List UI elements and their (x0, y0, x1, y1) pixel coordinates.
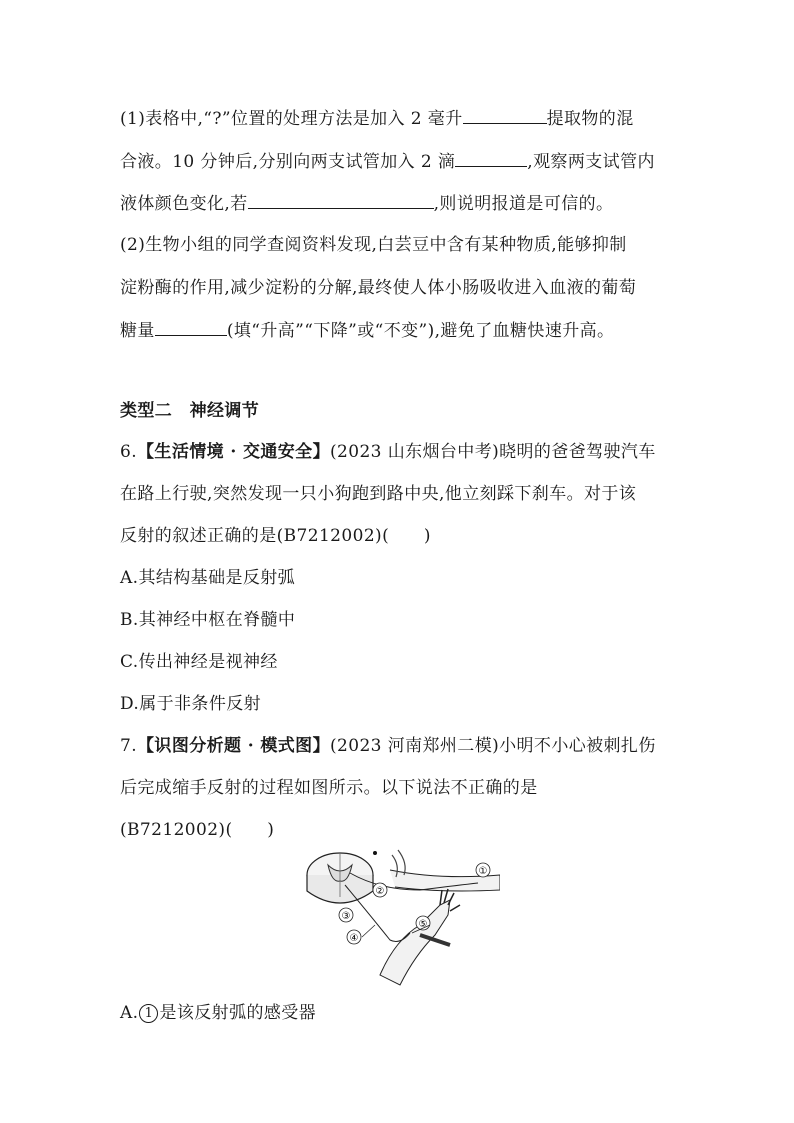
q6-number: 6. (120, 442, 138, 462)
q5-blank-2[interactable] (455, 150, 527, 167)
q7-option-a-prefix: A. (120, 1003, 139, 1023)
q5-line-1 (120, 107, 634, 130)
q6-line1-text: (2023 山东烟台中考)晓明的爸爸驾驶汽车 (330, 442, 656, 462)
q5-line6-text-b: (填“升高”“下降”或“不变”),避免了血糖快速升高。 (226, 321, 615, 341)
q5-line1-text: (1)表格中,“?”位置的处理方法是加入 2 毫升 (120, 109, 463, 129)
label-2: ② (375, 886, 385, 897)
label-1: ① (478, 866, 488, 877)
q6-line-2: 在路上行驶,突然发现一只小狗跑到路中央,他立刻踩下刹车。对于该 (120, 484, 637, 504)
q5-line-5: 淀粉酶的作用,减少淀粉的分解,最终使人体小肠吸收进入血液的葡萄 (120, 278, 637, 298)
q6-line-1 (120, 441, 656, 463)
label-3: ③ (341, 911, 351, 922)
q5-line1-text-b: 提取物的混 (546, 109, 634, 129)
q6-option-b[interactable]: B.其神经中枢在脊髓中 (120, 610, 296, 630)
spinal-cord-icon (307, 853, 373, 903)
q7-option-a-text: 是该反射弧的感受器 (159, 1003, 317, 1023)
reflex-arc-figure (300, 845, 500, 995)
q7-tag: 【识图分析题 · 模式图】 (137, 736, 330, 756)
q7-line-2: 后完成缩手反射的过程如图所示。以下说法不正确的是 (120, 778, 538, 798)
label-4: ④ (349, 933, 359, 944)
q7-line-1 (120, 735, 656, 757)
q6-line-3: 反射的叙述正确的是(B7212002)( ) (120, 526, 431, 546)
q5-line3-text-b: ,则说明报道是可信的。 (433, 194, 614, 214)
q5-line-3 (120, 192, 613, 215)
q5-line-4: (2)生物小组的同学查阅资料发现,白芸豆中含有某种物质,能够抑制 (120, 235, 627, 255)
q5-line3-text: 液体颜色变化,若 (120, 194, 248, 214)
q6-tag: 【生活情境 · 交通安全】 (137, 442, 330, 462)
q7-line1-text: (2023 河南郑州二模)小明不小心被刺扎伤 (330, 736, 656, 756)
q7-line-3: (B7212002)( ) (120, 820, 275, 840)
q5-blank-4[interactable] (155, 319, 227, 336)
q5-line6-text: 糖量 (120, 321, 155, 341)
circled-number-1: 1 (139, 1004, 158, 1023)
q6-option-a[interactable]: A.其结构基础是反射弧 (120, 568, 296, 588)
q5-line2-text: 合液。10 分钟后,分别向两支试管加入 2 滴 (120, 152, 456, 172)
section-title: 类型二 神经调节 (120, 401, 260, 421)
q6-option-c[interactable]: C.传出神经是视神经 (120, 652, 278, 672)
q5-blank-3[interactable] (248, 192, 434, 209)
q5-line-6 (120, 319, 614, 342)
q5-blank-1[interactable] (463, 107, 547, 124)
q6-option-d[interactable]: D.属于非条件反射 (120, 694, 262, 714)
q7-number: 7. (120, 736, 138, 756)
q7-option-a[interactable] (120, 1002, 316, 1024)
q5-line2-text-b: ,观察两支试管内 (527, 152, 655, 172)
label-5: ⑤ (418, 919, 428, 930)
q5-line-2 (120, 150, 655, 173)
